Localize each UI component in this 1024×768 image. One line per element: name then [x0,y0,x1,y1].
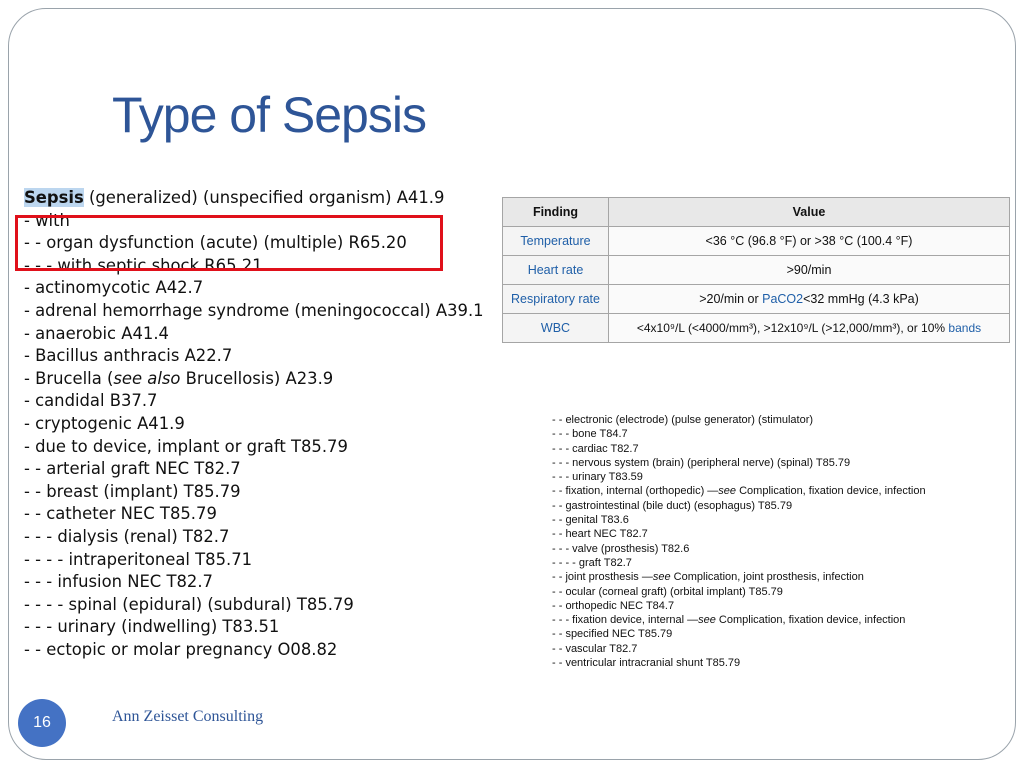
value-text: >20/min or [699,292,763,306]
list-item: - - - urinary (indwelling) T83.51 [24,617,280,637]
list-item-text: - - ocular (corneal graft) (orbital implant) T85.79 [552,585,783,598]
list-item [552,513,926,527]
list-item-text: - - - valve (prosthesis) T82.6 [552,542,690,555]
list-item-text: - - vascular T82.7 [552,642,638,655]
red-highlight-box [15,215,443,271]
sirs-criteria-table [502,197,1010,343]
brucella-prefix: - Brucella ( [24,368,114,388]
list-item-text: - - - - graft T82.7 [552,556,632,569]
value-cell: >90/min [609,256,1010,285]
brucella-see-also: see also [113,368,181,388]
list-item: - adrenal hemorrhage syndrome (meningococcal) A39.1 [24,300,484,320]
list-item [552,499,926,513]
see-reference: see [718,485,737,498]
finding-link[interactable]: Temperature [503,227,609,256]
list-item: - due to device, implant or graft T85.79 [24,436,348,456]
list-item: - Bacillus anthracis A22.7 [24,346,233,366]
list-item: - cryptogenic A41.9 [24,413,185,433]
list-item [552,456,926,470]
list-item-text: - - - cardiac T82.7 [552,442,639,455]
list-item-text: - - - urinary T83.59 [552,471,643,484]
list-item: - - catheter NEC T85.79 [24,504,217,524]
list-item [552,556,926,570]
list-item [552,585,926,599]
list-item-text: - - fixation, internal (orthopedic) — [552,485,719,498]
sepsis-term-rest: (generalized) (unspecified organism) A41.9 [83,188,445,207]
device-complication-list [552,413,926,670]
list-item [552,427,926,441]
list-item-text: - - - fixation device, internal — [552,614,699,627]
list-item-brucella [24,368,484,391]
table-row [503,314,1010,343]
list-item-text: - - electronic (electrode) (pulse generator) (stimulator) [552,414,814,426]
list-item: - with [24,210,70,230]
value-cell: <36 °C (96.8 °F) or >38 °C (100.4 °F) [609,227,1010,256]
sepsis-term-highlight: Sepsis [24,188,84,207]
value-text: <4x10⁹/L (<4000/mm³), >12x10⁹/L (>12,000/mm³), or 10% [636,321,949,335]
header-finding: Finding [503,198,609,227]
list-item-text: - - ventricular intracranial shunt T85.79 [552,657,741,670]
list-item [552,527,926,541]
list-item-text: - - - nervous system (brain) (peripheral nerve) (spinal) T85.79 [552,456,851,469]
list-item-text: - - joint prosthesis — [552,571,653,584]
list-item-text: - - orthopedic NEC T84.7 [552,599,675,612]
list-item-text: Complication, fixation device, infection [736,485,926,498]
list-item [552,599,926,613]
table-row [503,256,1010,285]
list-item [552,570,926,584]
list-item-text: - - gastrointestinal (bile duct) (esophagus) T85.79 [552,499,793,512]
brucella-suffix: Brucellosis) A23.9 [180,368,334,388]
list-item [552,484,926,498]
value-cell [609,314,1010,343]
sepsis-main-term [24,187,484,210]
see-reference: see [652,571,671,584]
bands-link[interactable]: bands [948,321,982,335]
list-item-text: - - specified NEC T85.79 [552,628,673,641]
finding-link[interactable]: WBC [503,314,609,343]
table-row [503,227,1010,256]
slide-title: Type of Sepsis [112,87,426,143]
list-item-text: - - heart NEC T82.7 [552,528,648,541]
list-item-text: Complication, fixation device, infection [715,614,906,627]
see-reference: see [698,614,716,627]
footer-text: Ann Zeisset Consulting [112,708,264,725]
list-item: - - - infusion NEC T82.7 [24,572,213,592]
list-item [552,542,926,556]
list-item: - - - with septic shock R65.21 [24,255,263,275]
list-item: - - organ dysfunction (acute) (multiple) R65.20 [24,233,407,253]
table-header-row [503,198,1010,227]
list-item: - - - - spinal (epidural) (subdural) T85.79 [24,594,354,614]
header-value: Value [609,198,1010,227]
list-item: - - ectopic or molar pregnancy O08.82 [24,639,338,659]
list-item [552,627,926,641]
paco2-link[interactable]: PaCO2 [762,292,804,306]
finding-link[interactable]: Heart rate [503,256,609,285]
list-item-text: Complication, joint prosthesis, infection [670,571,864,584]
list-item: - - - dialysis (renal) T82.7 [24,526,230,546]
finding-link[interactable]: Respiratory rate [503,285,609,314]
list-item [552,470,926,484]
list-item: - - - - intraperitoneal T85.71 [24,549,253,569]
list-item [552,413,926,427]
list-item: - - arterial graft NEC T82.7 [24,459,241,479]
list-item [552,613,926,627]
list-item: - - breast (implant) T85.79 [24,481,241,501]
list-item: - candidal B37.7 [24,391,158,411]
value-text: <32 mmHg (4.3 kPa) [803,292,919,306]
list-item [552,642,926,656]
list-item [552,442,926,456]
list-item [552,656,926,670]
page-number-badge: 16 [18,699,66,747]
value-cell [609,285,1010,314]
table-row [503,285,1010,314]
list-item: - anaerobic A41.4 [24,323,169,343]
list-item: - actinomycotic A42.7 [24,278,204,298]
list-item-text: - - - bone T84.7 [552,428,628,441]
list-item-text: - - genital T83.6 [552,514,629,527]
